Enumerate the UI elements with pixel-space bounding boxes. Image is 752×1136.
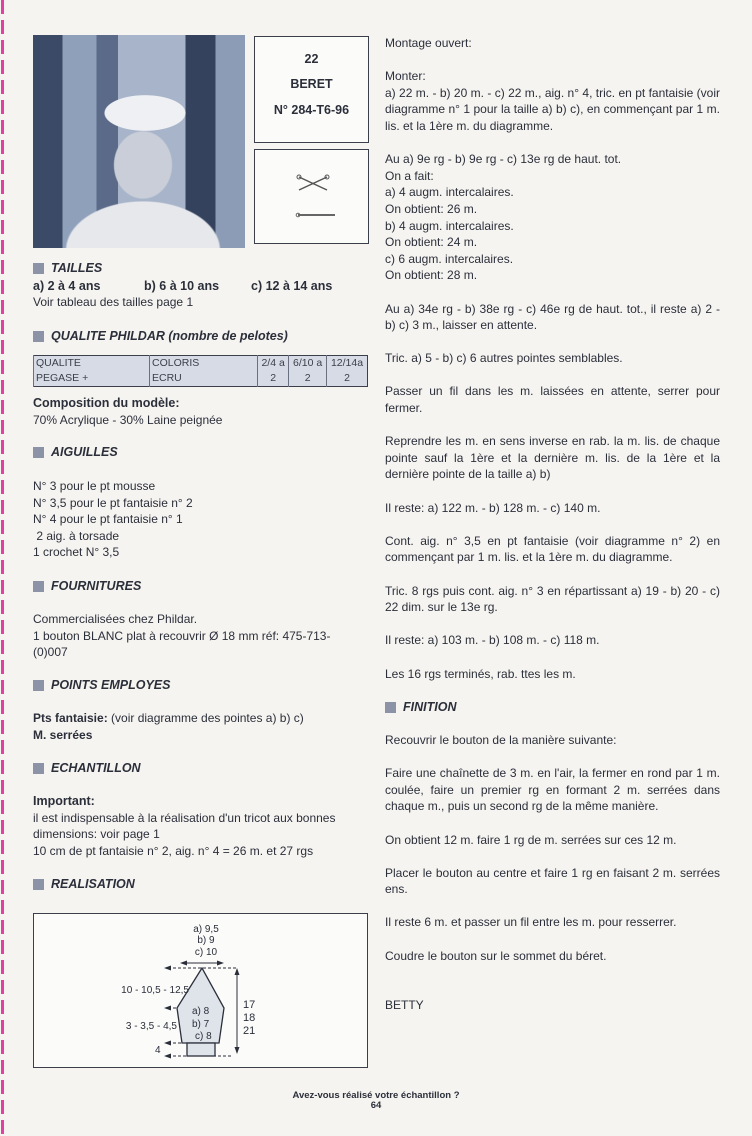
instruction-paragraph: Tric. 8 rgs puis cont. aig. n° 3 en répartissant a) 19 - b) 20 - c) 22 dim. sur le 13e rg. — [385, 583, 720, 615]
section-title: ECHANTILLON — [51, 761, 141, 775]
size-b: b) 6 à 10 ans — [144, 279, 220, 293]
pattern-id-box — [254, 36, 369, 143]
model-photo — [33, 35, 245, 248]
instruction-paragraph: Coudre le bouton sur le sommet du béret. — [385, 948, 607, 963]
bullet-square-icon — [33, 581, 44, 592]
tools-box — [254, 149, 369, 244]
table-cell: PEGASE + — [34, 371, 150, 387]
footer-question: Avez-vous réalisé votre échantillon ? — [292, 1090, 460, 1101]
table-header: 6/10 a — [289, 356, 327, 372]
band-height-label: 4 — [155, 1045, 161, 1056]
height-b: 18 — [243, 1012, 256, 1024]
size-c: c) 12 à 14 ans — [251, 279, 333, 293]
table-header: 2/4 a — [258, 356, 289, 372]
instructions-column — [385, 35, 720, 1030]
height-a: 17 — [243, 999, 256, 1011]
table-cell: 2 — [289, 371, 327, 387]
section-fournitures — [33, 579, 141, 593]
bullet-square-icon — [385, 702, 396, 713]
band-shape — [187, 1043, 215, 1056]
knitting-needles-icon — [255, 150, 368, 243]
instruction-paragraph: Les 16 rgs terminés, rab. ttes les m. — [385, 666, 576, 681]
side-upper-label: 10 - 10,5 - 12,5 — [121, 985, 189, 996]
inner-width-a: a) 8 — [192, 1006, 210, 1017]
size-a: a) 2 à 4 ans — [33, 279, 101, 293]
section-tailles — [33, 261, 102, 275]
bullet-square-icon — [33, 331, 44, 342]
needle-item: 2 aig. à torsade — [33, 529, 120, 543]
instruction-paragraph: On obtient 12 m. faire 1 rg de m. serrées sur ces 12 m. — [385, 832, 677, 847]
instruction-paragraph: Placer le bouton au centre et faire 1 rg en faisant 2 m. serrées ens. — [385, 865, 720, 897]
section-title: AIGUILLES — [51, 445, 118, 459]
gauge-line: dimensions: voir page 1 — [33, 827, 160, 841]
stitch-fantaisie — [33, 711, 304, 725]
instruction-paragraph: Au a) 9e rg - b) 9e rg - c) 13e rg de haut. tot. On a fait: a) 4 augm. intercalaires. On obtient: 26 m. b) 4 augm. intercalaires. On obtient: 24 m. c) 6 augm. intercalaires. On obtient: 28 m. — [385, 152, 622, 283]
supplies-line: 1 bouton BLANC plat à recouvrir Ø 18 mm réf: 475-713- — [33, 629, 331, 643]
section-finition — [385, 699, 720, 716]
instruction-paragraph: Au a) 34e rg - b) 38e rg - c) 46e rg de haut. tot., il reste a) 2 - b) c) 3 m., laisser en attente. — [385, 301, 720, 333]
signature: BETTY — [385, 998, 424, 1013]
finition-paragraphs — [385, 732, 720, 964]
instruction-paragraph: Cont. aig. n° 3,5 en pt fantaisie (voir diagramme n° 2) en commençant par 1 m. lis. et la 1ère m. du diagramme. — [385, 533, 720, 565]
instruction-paragraphs — [385, 35, 720, 682]
table-header: COLORIS — [150, 356, 258, 372]
section-title: FOURNITURES — [51, 579, 142, 593]
section-realisation — [33, 877, 135, 891]
table-header: 12/14a — [327, 356, 368, 372]
needle-item: N° 4 pour le pt fantaisie n° 1 — [33, 512, 183, 526]
composition-text: 70% Acrylique - 30% Laine peignée — [33, 413, 223, 427]
section-title: REALISATION — [51, 877, 135, 891]
table-cell: 2 — [327, 371, 368, 387]
inner-width-c: c) 8 — [195, 1031, 212, 1042]
size-note: Voir tableau des tailles page 1 — [33, 295, 194, 309]
needle-item: 1 crochet N° 3,5 — [33, 545, 120, 559]
instruction-paragraph: Il reste 6 m. et passer un fil entre les m. pour resserrer. — [385, 915, 677, 930]
section-echantillon — [33, 761, 141, 775]
stitch-serrees: M. serrées — [33, 728, 93, 742]
table-cell: ECRU — [150, 371, 258, 387]
bullet-square-icon — [33, 763, 44, 774]
page-number: 64 — [370, 1100, 382, 1111]
gauge-label: Important: — [33, 794, 95, 808]
section-title: TAILLES — [51, 261, 103, 275]
instruction-paragraph: Montage ouvert: — [385, 36, 472, 50]
section-title: QUALITE PHILDAR (nombre de pelotes) — [51, 329, 288, 343]
table-header-row — [34, 356, 368, 372]
crochet-hook-icon — [296, 213, 335, 217]
gauge-line: il est indispensable à la réalisation d'un tricot aux bonnes — [33, 811, 336, 825]
top-width-c: c) 10 — [194, 947, 218, 958]
side-lower-label: 3 - 3,5 - 4,5 — [125, 1021, 177, 1032]
table-row — [34, 371, 368, 387]
instruction-paragraph: Il reste: a) 103 m. - b) 108 m. - c) 118 m. — [385, 633, 600, 648]
bullet-square-icon — [33, 447, 44, 458]
instruction-paragraph: Il reste: a) 122 m. - b) 128 m. - c) 140 m. — [385, 500, 601, 515]
stitch-text: (voir diagramme des pointes a) b) c) — [107, 711, 304, 725]
composition-title: Composition du modèle: — [33, 396, 180, 410]
instruction-paragraph: Monter: a) 22 m. - b) 20 m. - c) 22 m., aig. n° 4, tric. en pt fantaisie (voir diagramme n° 1 pour la taille a) b) c), en commençant par 1 m. lis. et la 1ère m. du diagramme. — [385, 69, 720, 133]
yarn-table — [33, 355, 368, 387]
height-c: 21 — [243, 1025, 256, 1037]
instruction-paragraph: Recouvrir le bouton de la manière suivante: — [385, 732, 617, 747]
inner-width-b: b) 7 — [192, 1019, 210, 1030]
section-points — [33, 678, 170, 692]
table-cell: 2 — [258, 371, 289, 387]
pattern-ref: N° 284-T6-96 — [273, 103, 350, 117]
table-header: QUALITE — [34, 356, 150, 372]
needle-item: N° 3 pour le pt mousse — [33, 479, 156, 493]
supplies-line: (0)007 — [33, 645, 68, 659]
section-title: POINTS EMPLOYES — [51, 678, 171, 692]
needle-item: N° 3,5 pour le pt fantaisie n° 2 — [33, 496, 193, 510]
margin-marker — [1, 0, 4, 1136]
section-title: FINITION — [403, 699, 457, 714]
stitch-label: Pts fantaisie: — [33, 711, 108, 725]
section-aiguilles — [33, 445, 118, 459]
bullet-square-icon — [33, 879, 44, 890]
bullet-square-icon — [33, 263, 44, 274]
top-width-a: a) 9,5 — [193, 924, 219, 935]
instruction-paragraph: Tric. a) 5 - b) c) 6 autres pointes semblables. — [385, 351, 623, 366]
instruction-paragraph: Reprendre les m. en sens inverse en rab. la m. lis. de chaque pointe sauf la 1ère et la dernière m. lis. de la 1ère et la dernière pointe de la taille a) b) — [385, 434, 720, 482]
bullet-square-icon — [33, 680, 44, 691]
instruction-paragraph: Faire une chaînette de 3 m. en l'air, la fermer en rond par 1 m. coulée, faire un premier rg en formant 2 m. serrées dans chaque m., puis un second rg de la même manière. — [385, 766, 720, 814]
instruction-paragraph: Passer un fil dans les m. laissées en attente, serrer pour fermer. — [385, 384, 720, 416]
top-width-b: b) 9 — [197, 935, 215, 946]
gauge-line: 10 cm de pt fantaisie n° 2, aig. n° 4 = 26 m. et 27 rgs — [33, 844, 314, 858]
section-qualite — [33, 329, 288, 343]
schematic-diagram — [33, 913, 368, 1068]
supplies-line: Commercialisées chez Phildar. — [33, 612, 198, 626]
pattern-number: 22 — [304, 52, 319, 66]
pattern-title: BERET — [290, 77, 333, 91]
